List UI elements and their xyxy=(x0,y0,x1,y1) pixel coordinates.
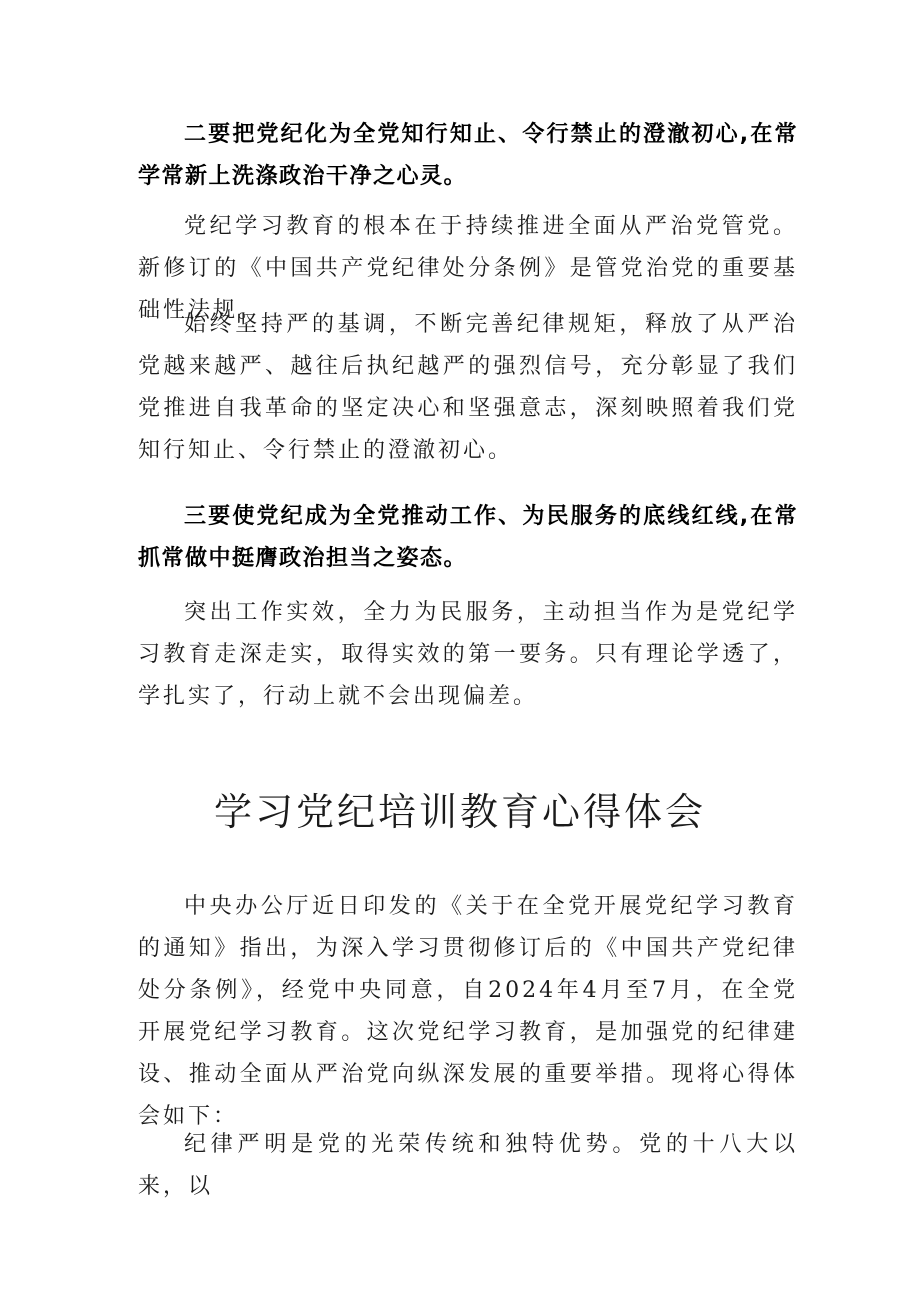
intro-paragraph: 中央办公厅近日印发的《关于在全党开展党纪学习教育的通知》指出，为深入学习贯彻修订后的《中国共产党纪律处分条例》，经党中央同意，自2024年4月至7月，在全党开展党纪学习教育。这次党纪学习教育，是加强党的纪律建设、推动全面从严治党向纵深发展的重要举措。现将心得体会如下： xyxy=(138,894,798,1129)
section-two-paragraph-1: 党纪学习教育的根本在于持续推进全面从严治党管党。新修订的《中国共产党纪律处分条例》是管党治党的重要基础性法规。 xyxy=(138,214,798,323)
body-paragraph-2: 纪律严明是党的光荣传统和独特优势。党的十八大以来，以 xyxy=(138,1132,798,1199)
section-three-paragraph-1: 突出工作实效，全力为民服务，主动担当作为是党纪学习教育走深走实，取得实效的第一要务。只有理论学透了，学扎实了，行动上就不会出现偏差。 xyxy=(138,600,798,709)
section-two-heading: 二要把党纪化为全党知行知止、令行禁止的澄澈初心,在常学常新上洗涤政治干净之心灵。 xyxy=(138,122,798,189)
section-three-heading: 三要使党纪成为全党推动工作、为民服务的底线红线,在常抓常做中挺膺政治担当之姿态。 xyxy=(138,504,798,571)
document-title: 学习党纪培训教育心得体会 xyxy=(213,790,706,834)
section-two-paragraph-2: 始终坚持严的基调，不断完善纪律规矩，释放了从严治党越来越严、越往后执纪越严的强烈信号，充分彰显了我们党推进自我革命的坚定决心和坚强意志，深刻映照着我们党知行知止、令行禁止的澄澈初心。 xyxy=(138,312,798,463)
